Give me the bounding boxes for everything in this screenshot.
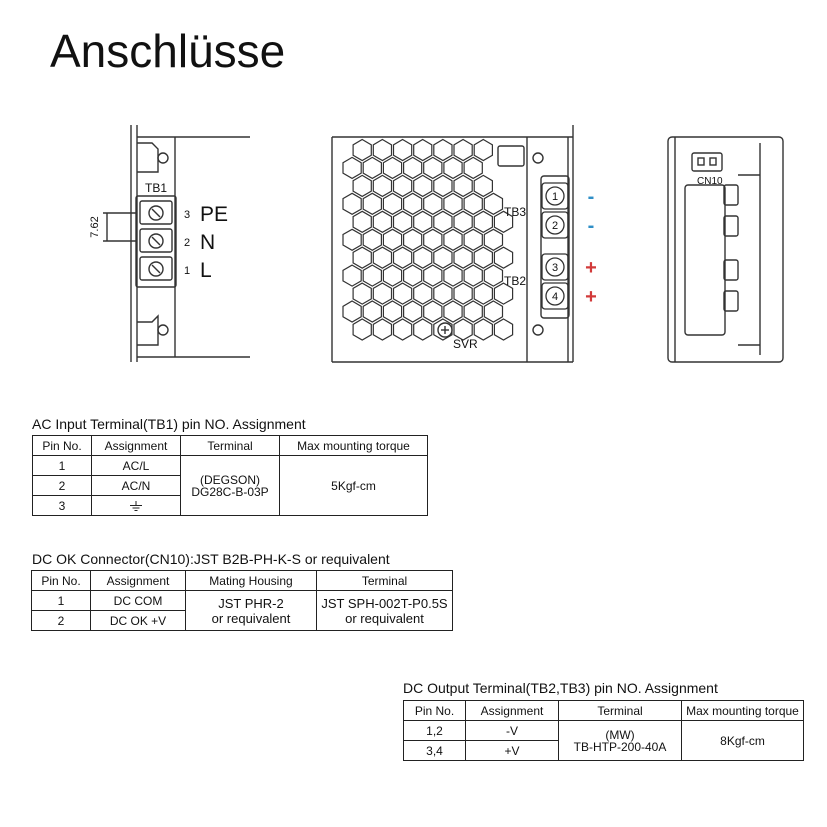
hex-vent (373, 140, 391, 161)
ac-pin-name: L (200, 259, 212, 282)
dcok-row2-assignment: DC OK +V (91, 611, 186, 631)
hex-vent (343, 193, 361, 214)
hex-vent (363, 193, 381, 214)
hex-vent (464, 193, 482, 214)
hex-vent (373, 247, 391, 268)
dcok-terminal: JST SPH-002T-P0.5S or requivalent (317, 591, 453, 631)
ac-row2-pin: 2 (33, 476, 92, 496)
ground-icon (129, 501, 143, 512)
hex-vent (434, 211, 452, 232)
hex-vent (474, 283, 492, 304)
hex-vent (474, 247, 492, 268)
minus-polarity: - (587, 215, 595, 237)
hex-vent (404, 265, 422, 286)
hex-vent (343, 229, 361, 250)
hex-vent (444, 157, 462, 178)
hex-vent (394, 247, 412, 268)
hex-vent (484, 301, 502, 322)
hex-vent (484, 265, 502, 286)
ac-table-caption: AC Input Terminal(TB1) pin NO. Assignment (32, 416, 306, 432)
ac-row3-pin: 3 (33, 496, 92, 516)
hex-vent (464, 229, 482, 250)
hex-vent (414, 211, 432, 232)
dcok-header-pin: Pin No. (32, 571, 91, 591)
hex-vent (343, 265, 361, 286)
hex-vent (373, 319, 391, 340)
hex-vent (343, 157, 361, 178)
hex-vent (414, 319, 432, 340)
tb2-label: TB2 (504, 274, 527, 288)
hex-vent (474, 211, 492, 232)
hex-vent (414, 140, 432, 161)
ac-terminal: (DEGSON) DG28C-B-03P (181, 456, 280, 516)
hex-vent (454, 211, 472, 232)
dcout-header-terminal: Terminal (559, 701, 682, 721)
hex-vent (353, 175, 371, 196)
hex-vent (383, 229, 401, 250)
svr-label: SVR (453, 337, 478, 351)
dcout-table-caption: DC Output Terminal(TB2,TB3) pin NO. Assignment (403, 680, 718, 696)
hex-vent (494, 247, 512, 268)
hex-vent (464, 157, 482, 178)
hex-vent (414, 247, 432, 268)
hex-vent (454, 283, 472, 304)
dcout-header-assignment: Assignment (466, 701, 559, 721)
dcok-header-assignment: Assignment (91, 571, 186, 591)
hex-vent (454, 175, 472, 196)
dc-ok-table (31, 570, 453, 631)
ac-pin-number: 2 (184, 237, 191, 249)
dcout-row1-assignment: -V (466, 721, 559, 741)
dcok-header-housing: Mating Housing (186, 571, 317, 591)
ac-torque: 5Kgf-cm (280, 456, 428, 516)
dcout-row2-assignment: +V (466, 741, 559, 761)
hex-vent (444, 301, 462, 322)
hex-vent (454, 247, 472, 268)
hex-vent (353, 140, 371, 161)
ac-pin-labels (184, 203, 228, 282)
hex-vent (353, 211, 371, 232)
dcok-table-caption: DC OK Connector(CN10):JST B2B-PH-K-S or requivalent (32, 551, 390, 567)
hex-vent (404, 229, 422, 250)
hex-vent (444, 229, 462, 250)
hex-vent (424, 301, 442, 322)
dcok-row1-pin: 1 (32, 591, 91, 611)
hex-vent (434, 247, 452, 268)
ventilation-hex-pattern (343, 140, 513, 341)
dc-terminal-number: 3 (551, 262, 559, 274)
hex-vent (424, 157, 442, 178)
dcout-header-torque: Max mounting torque (682, 701, 804, 721)
ac-header-pin: Pin No. (33, 436, 92, 456)
ac-input-view (103, 125, 250, 362)
hex-vent (353, 283, 371, 304)
tb1-label: TB1 (145, 181, 168, 195)
dcok-row2-pin: 2 (32, 611, 91, 631)
hex-vent (383, 157, 401, 178)
dcok-row1-assignment: DC COM (91, 591, 186, 611)
page-title: Anschlüsse (50, 25, 286, 77)
hex-vent (353, 319, 371, 340)
ac-pin-number: 3 (184, 209, 191, 221)
ac-pin-name: PE (200, 203, 229, 226)
hex-vent (394, 140, 412, 161)
hex-vent (464, 265, 482, 286)
hex-vent (383, 193, 401, 214)
ac-pin-name: N (200, 231, 216, 254)
tb3-label: TB3 (504, 205, 527, 219)
ac-row2-assignment: AC/N (92, 476, 181, 496)
hex-vent (394, 319, 412, 340)
dc-terminal-number: 2 (551, 220, 559, 232)
hex-vent (464, 301, 482, 322)
hex-vent (444, 193, 462, 214)
dc-terminal-number: 4 (551, 291, 559, 303)
dc-terminal-number: 1 (551, 191, 559, 203)
ac-header-terminal: Terminal (181, 436, 280, 456)
dcok-header-terminal: Terminal (317, 571, 453, 591)
hex-vent (383, 301, 401, 322)
hex-vent (434, 175, 452, 196)
hex-vent (404, 301, 422, 322)
hex-vent (424, 229, 442, 250)
ac-row1-assignment: AC/L (92, 456, 181, 476)
hex-vent (363, 265, 381, 286)
hex-vent (484, 229, 502, 250)
dcout-row2-pin: 3,4 (404, 741, 466, 761)
hex-vent (484, 193, 502, 214)
hex-vent (434, 283, 452, 304)
hex-vent (394, 283, 412, 304)
ac-header-assignment: Assignment (92, 436, 181, 456)
hex-vent (373, 211, 391, 232)
hex-vent (363, 229, 381, 250)
ac-input-table (32, 435, 428, 516)
dcout-torque: 8Kgf-cm (682, 721, 804, 761)
hex-vent (474, 175, 492, 196)
hex-vent (353, 247, 371, 268)
hex-vent (414, 283, 432, 304)
hex-vent (424, 193, 442, 214)
ac-header-torque: Max mounting torque (280, 436, 428, 456)
ac-pin-number: 1 (184, 265, 191, 277)
dcout-header-pin: Pin No. (404, 701, 466, 721)
cn10-label: CN10 (697, 176, 723, 187)
dc-output-table (403, 700, 804, 761)
hex-vent (373, 175, 391, 196)
hex-vent (394, 211, 412, 232)
hex-vent (434, 140, 452, 161)
hex-vent (474, 140, 492, 161)
hex-vent (343, 301, 361, 322)
hex-vent (363, 157, 381, 178)
hex-vent (404, 157, 422, 178)
dcok-housing: JST PHR-2 or requivalent (186, 591, 317, 631)
ac-row1-pin: 1 (33, 456, 92, 476)
hex-vent (454, 140, 472, 161)
hex-vent (383, 265, 401, 286)
minus-polarity: - (587, 186, 595, 208)
dimension-label: 7.62 (89, 216, 101, 238)
connection-drawing (0, 0, 827, 400)
ac-row3-assignment (92, 496, 181, 516)
hex-vent (394, 175, 412, 196)
hex-vent (424, 265, 442, 286)
plus-polarity: + (585, 286, 597, 308)
hex-vent (444, 265, 462, 286)
hex-vent (494, 319, 512, 340)
dcout-terminal: (MW) TB-HTP-200-40A (559, 721, 682, 761)
hex-vent (414, 175, 432, 196)
dcout-row1-pin: 1,2 (404, 721, 466, 741)
hex-vent (363, 301, 381, 322)
hex-vent (404, 193, 422, 214)
plus-polarity: + (585, 257, 597, 279)
side-view (668, 137, 783, 362)
hex-vent (373, 283, 391, 304)
